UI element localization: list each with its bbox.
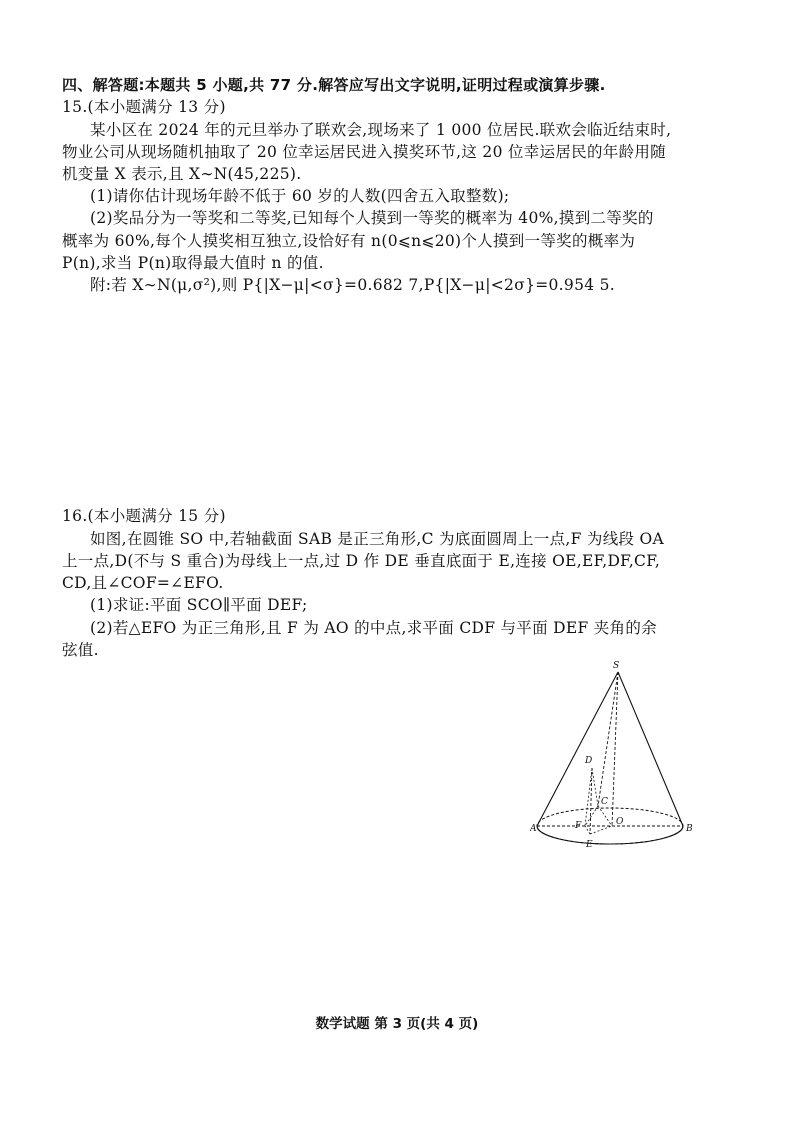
label-S: S (613, 661, 620, 671)
q16-line-6: 弦值. (62, 641, 99, 659)
q16-line-4: (1)求证:平面 SCO∥平面 DEF; (90, 596, 308, 614)
q16-line-1: 如图,在圆锥 SO 中,若轴截面 SAB 是正三角形,C 为底面圆周上一点,F 为线段 OA (90, 530, 665, 548)
q15-line-4: (1)请你估计现场年龄不低于 60 岁的人数(四舍五入取整数); (90, 187, 510, 205)
label-C: C (601, 797, 608, 807)
q15-line-6: 概率为 60%,每个人摸奖相互独立,设恰好有 n(0⩽n⩽20)个人摸到一等奖的概率为 (62, 232, 636, 250)
edge-SB (618, 672, 683, 826)
q15-title: 15.(本小题满分 13 分) (62, 98, 226, 116)
label-F: F (575, 821, 582, 831)
q15-line-8: 附:若 X∼N(μ,σ²),则 P{|X−μ|<σ}=0.682 7,P{|X−μ|<2σ}=0.954 5. (90, 276, 616, 294)
cone-base-front (537, 826, 683, 844)
label-B: B (686, 824, 693, 834)
label-D: D (585, 756, 593, 766)
label-E: E (586, 840, 593, 850)
label-O: O (616, 817, 624, 827)
q15-line-5: (2)奖品分为一等奖和二等奖,已知每个人摸到一等奖的概率为 40%,摸到二等奖的 (90, 209, 654, 227)
q16-title: 16.(本小题满分 15 分) (62, 507, 226, 525)
page-footer: 数学试题 第 3 页(共 4 页) (315, 1016, 479, 1032)
line-CO (598, 806, 612, 826)
axis-SO (612, 672, 618, 826)
label-A: A (530, 824, 537, 834)
q16-line-2: 上一点,D(不与 S 重合)为母线上一点,过 D 作 DE 垂直底面于 E,连接 OE,EF,DF,CF, (62, 552, 661, 570)
cone-figure (530, 656, 720, 856)
section-header: 四、解答题:本题共 5 小题,共 77 分.解答应写出文字说明,证明过程或演算步骤. (62, 76, 606, 94)
line-DC (592, 768, 598, 806)
q15-line-3: 机变量 X 表示,且 X∼N(45,225). (62, 165, 302, 183)
q15-line-1: 某小区在 2024 年的元旦举办了联欢会,现场来了 1 000 位居民.联欢会临近结束时, (90, 121, 672, 139)
q16-line-5: (2)若△EFO 为正三角形,且 F 为 AO 的中点,求平面 CDF 与平面 DEF 夹角的余 (90, 619, 657, 637)
q16-line-3: CD,且∠COF=∠EFO. (62, 574, 224, 592)
q15-line-2: 物业公司从现场随机抽取了 20 位幸运居民进入摸奖环节,这 20 位幸运居民的年龄用随 (62, 143, 666, 161)
line-EO (590, 826, 612, 834)
line-EF (585, 826, 590, 834)
q15-line-7: P(n),求当 P(n)取得最大值时 n 的值. (62, 254, 324, 272)
